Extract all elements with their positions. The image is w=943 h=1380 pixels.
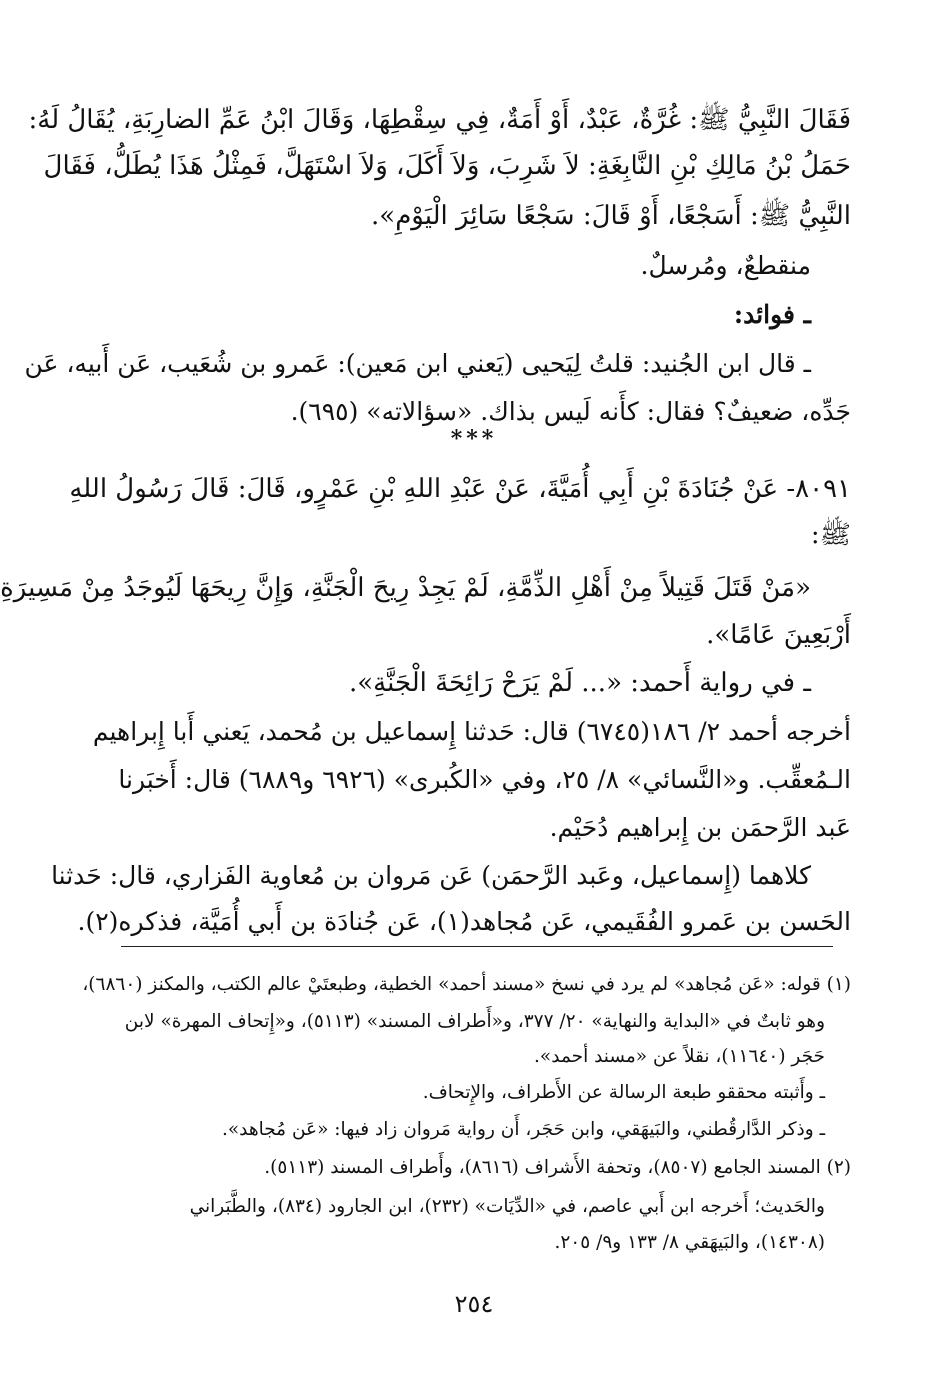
footnote-divider [121,946,833,947]
prev-hadith-line-1: فَقَالَ النَّبِيُّ ﷺ: غُرَّةٌ، عَبْدٌ، أَوْ أَمَةٌ، فِي سِقْطِهَا، وَقَالَ ابْنُ عَمِّ الضارِبَةِ، يُقَالُ لَهُ: [28,105,851,135]
footnote-2-line-1: (٢) المسند الجامع (٨٥٠٧)، وتحفة الأَشراف (٨٦١٦)، وأَطراف المسند (٥١١٣). [264,1157,851,1178]
section-separator: *** [450,426,498,452]
hadith-line-1: ٨٠٩١- عَنْ جُنَادَةَ بْنِ أَبِي أُمَيَّةَ، عَنْ عَبْدِ اللهِ بْنِ عَمْرٍو، قَالَ: قَالَ رَسُولُ اللهِ [69,474,851,504]
ahmad-variant-note: ـ في رواية أَحمد: «... لَمْ يَرَحْ رَائِحَةَ الْجَنَّةِ». [349,668,811,698]
takhrij-line-3: عَبد الرَّحمَن بن إِبراهيم دُحَيْم. [549,813,851,842]
prev-hadith-line-3: النَّبِيُّ ﷺ: أَسَجْعًا، أَوْ قَالَ: سَجْعًا سَائِرَ الْيَوْمِ». [371,201,851,231]
footnote-2-line-2: والحَديث؛ أَخرجه ابن أَبي عاصم، في «الدِّيَات» (٢٣٢)، ابن الجارود (٨٣٤)، والطَّبَراني [189,1196,825,1217]
takhrij-line-4: كلاهما (إِسماعيل، وعَبد الرَّحمَن) عَن مَروان بن مُعاوية الفَزاري، قال: حَدثنا [51,861,811,890]
hadith-line-3: «مَنْ قَتَلَ قَتِيلاً مِنْ أَهْلِ الذِّمَّةِ، لَمْ يَجِدْ رِيحَ الْجَنَّةِ، وَإِنَّ رِيحَهَا لَيُوجَدُ مِنْ مَسِيرَةِ [0,573,811,603]
hadith-line-2: ﷺ: [810,520,851,550]
footnote-1-line-4: ـ وأَثبته محققو طبعة الرسالة عن الأَطراف، والإِتحاف. [422,1082,825,1103]
hadith-line-4: أَرْبَعِينَ عَامًا». [706,620,851,650]
fawaid-line-1: ـ قال ابن الجُنيد: قلتُ لِيَحيى (يَعني ابن مَعين): عَمرو بن شُعَيب، عَن أَبيه، عَن [24,349,811,378]
fawaid-heading: ـ فوائد: [733,300,811,329]
takhrij-line-2: الـمُعقِّب. و«النَّسائي» ٨/ ٢٥، وفي «الكُبرى» (٦٩٢٦ و٦٨٨٩) قال: أَخبَرنا [118,765,851,794]
footnote-2-line-3: (١٤٣٠٨)، والبَيهَقي ٨/ ١٣٣ و٩/ ٢٠٥. [554,1232,825,1253]
takhrij-line-5: الحَسن بن عَمرو الفُقَيمي، عَن مُجاهد(١)، عَن جُنادَة بن أَبي أُمَيَّة، فذكره(٢). [77,907,851,936]
isnad-grade-note: منقطعٌ، ومُرسلٌ. [640,251,811,280]
footnote-1-line-5: ـ وذكر الدَّارقُطني، والبَيهَقي، وابن حَجَر، أَن رواية مَروان زاد فيها: «عَن مُجاهد». [221,1119,825,1140]
footnote-1-line-2: وهو ثابتٌ في «البداية والنهاية» ٢٠/ ٣٧٧، و«أَطراف المسند» (٥١١٣)، و«إِتحاف المهرة» لابن [124,1011,825,1032]
page-number: ٢٥٤ [454,1290,494,1318]
footnote-1-line-3: حَجَر (١١٦٤٠)، نقلاً عن «مسند أحمد». [534,1046,825,1067]
footnote-1-line-1: (١) قوله: «عَن مُجاهد» لم يرد في نسخ «مسند أحمد» الخطية، وطبعتَيْ عالم الكتب، والمكنز (٦٨٦٠)، [82,974,851,995]
takhrij-line-1: أخرجه أحمد ٢/ ١٨٦(٦٧٤٥) قال: حَدثنا إِسماعيل بن مُحمد، يَعني أَبا إِبراهيم [92,717,851,746]
fawaid-line-2: جَدِّه، ضعيفٌ؟ فقال: كأَنه لَيس بذاك. «سؤالاته» (٦٩٥). [290,397,851,426]
prev-hadith-line-2: حَمَلُ بْنُ مَالِكِ بْنِ النَّابِغَةِ: لاَ شَرِبَ، وَلاَ أَكَلَ، وَلاَ اسْتَهَلَّ، فَمِثْلُ هَذَا يُطَلُّ، فَقَالَ [43,151,851,181]
